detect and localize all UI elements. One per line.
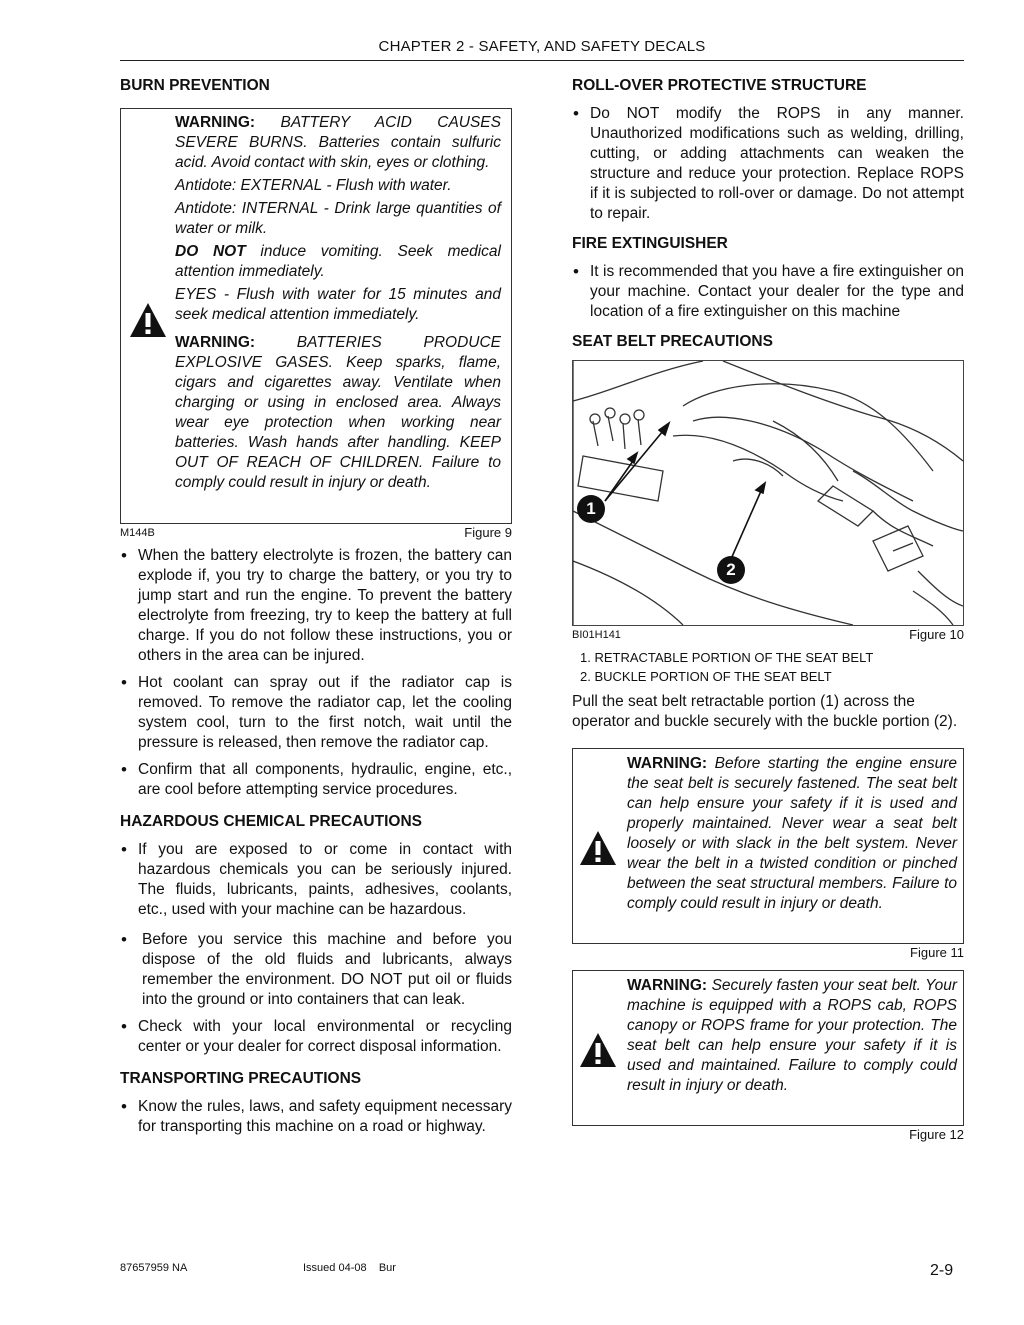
list-item: • Know the rules, laws, and safety equipment necessary for transporting this machine on a road or highway. xyxy=(120,1097,512,1137)
rops-warning-text xyxy=(627,976,957,1096)
seat-belt-paragraph: Pull the seat belt retractable portion (1) across the operator and buckle securely with the buckle portion (2). xyxy=(572,693,958,730)
header-rule xyxy=(120,60,964,61)
transporting-heading: TRANSPORTING PRECAUTIONS xyxy=(120,1070,362,1087)
list-item: • Hot coolant can spray out if the radiator cap is removed. To remove the radiator cap, let the cooling system cool, turn to the first notch, wait until the pressure is released, then remove the radiator cap. xyxy=(120,673,512,753)
rops-bullet: • Do NOT modify the ROPS in any manner. Unauthorized modifications such as welding, drilling, cutting, or adding attachments can weaken the structure and reduce your protection. Replace ROPS if it is subjected to roll-over or damage. Do not attempt to repair. xyxy=(572,104,964,224)
footer-page-number: 2-9 xyxy=(930,1262,954,1279)
burn-prevention-heading: BURN PREVENTION xyxy=(120,77,270,94)
callout-2-text: 2 xyxy=(726,560,736,579)
list-item: • Before you service this machine and before you dispose of the old fluids and lubricants, always remember the environment. DO NOT put oil or fluids into the ground or into containers that can leak. xyxy=(120,930,512,1010)
chapter-title: CHAPTER 2 - SAFETY, AND SAFETY DECALS xyxy=(378,38,706,55)
seat-belt-warning: Before starting the engine ensure the seat belt is securely fastened. The seat belt can help ensure your safety if it is used and properly maintained. Never wear a seat belt loosely or with slack in the belt system. Never wear the belt in a twisted condition or pinched between the seat structural members. Failure to comply could result in injury or death. xyxy=(627,755,957,912)
eyes-instruction: EYES - Flush with water for 15 minutes and seek medical attention immediately. xyxy=(175,286,501,323)
fire-extinguisher-heading: FIRE EXTINGUISHER xyxy=(572,235,728,252)
burn-bullet-list xyxy=(120,546,512,800)
list-item: • Confirm that all components, hydraulic, engine, etc., are cool before attempting service procedures. xyxy=(120,760,512,800)
battery-warning-text xyxy=(175,113,501,496)
seat-belt-illustration xyxy=(572,360,964,626)
antidote-internal: Antidote: INTERNAL - Drink large quantities of water or milk. xyxy=(175,200,501,237)
warning-label-3: WARNING: xyxy=(627,755,708,772)
callout-2-badge xyxy=(717,556,745,584)
footer-issued: Issued 04-08 Bur xyxy=(303,1262,396,1274)
figure-12-label: Figure 12 xyxy=(909,1127,964,1142)
warning-label-4: WARNING: xyxy=(627,977,708,994)
battery-acid-warning: BATTERY ACID CAUSES SEVERE BURNS. Batteries contain sulfuric acid. Avoid contact with skin, eyes or clothing. xyxy=(175,114,501,171)
figure-9-caption-row xyxy=(120,526,512,540)
warning-label: WARNING: xyxy=(175,114,256,131)
figure-10-caption-row xyxy=(572,628,964,642)
right-column xyxy=(572,76,964,1142)
figure-10-label: Figure 10 xyxy=(909,627,964,642)
list-item: • When the battery electrolyte is frozen, the battery can explode if, you try to charge the battery, or you try to jump start and run the engine. To prevent the battery electrolyte from freezing, try to keep the battery at full charge. If you do not follow these instructions, you or others in the area can be injured. xyxy=(120,546,512,666)
fire-extinguisher-bullet: • It is recommended that you have a fire extinguisher on your machine. Contact your dealer for the type and location of a fire extinguisher on this machine xyxy=(572,262,964,322)
list-item: • Check with your local environmental or recycling center or your dealer for correct disposal information. xyxy=(120,1017,512,1057)
callout-1-badge xyxy=(577,495,605,523)
rops-warning-box xyxy=(572,970,964,1126)
seat-belt-warning-box xyxy=(572,748,964,944)
list-item: • If you are exposed to or come in contact with hazardous chemicals you can be seriously injured. The fluids, lubricants, paints, adhesives, coolants, etc., used with your machine can be hazardous. xyxy=(120,840,512,920)
figure-9-code: M144B xyxy=(120,527,155,539)
footer-part-number: 87657959 NA xyxy=(120,1262,188,1274)
do-not-text: induce vomiting. Seek medical attention immediately. xyxy=(175,243,501,280)
seat-belt-warning-text xyxy=(627,754,957,914)
antidote-external: Antidote: EXTERNAL - Flush with water. xyxy=(175,177,452,194)
hazardous-chemical-heading: HAZARDOUS CHEMICAL PRECAUTIONS xyxy=(120,813,422,830)
transporting-bullet-list xyxy=(120,1097,512,1137)
caption-1: 1. RETRACTABLE PORTION OF THE SEAT BELT xyxy=(580,650,874,665)
warning-label-2: WARNING: xyxy=(175,334,256,351)
figure-11-label: Figure 11 xyxy=(910,945,964,960)
left-column xyxy=(120,76,512,1144)
explosive-gases-warning: BATTERIES PRODUCE EXPLOSIVE GASES. Keep sparks, flame, cigars and cigarettes away. Ventilate when charging or using in enclosed area. Always wear eye protection when working near batteries. Wash hands after handling. KEEP OUT OF REACH OF CHILDREN. Failure to comply could result in injury or death. xyxy=(175,334,501,491)
seat-belt-drawing xyxy=(573,361,963,625)
caption-2: 2. BUCKLE PORTION OF THE SEAT BELT xyxy=(580,669,832,684)
hazardous-bullet-list xyxy=(120,840,512,1057)
figure-9-label: Figure 9 xyxy=(464,525,512,540)
figure-11-caption-row xyxy=(572,946,964,960)
figure-10-code: BI01H141 xyxy=(572,629,621,641)
warning-triangle-icon xyxy=(578,1031,618,1069)
do-not-label: DO NOT xyxy=(175,243,246,260)
rops-seat-belt-warning: Securely fasten your seat belt. Your machine is equipped with a ROPS cab, ROPS canopy or ROPS frame for your protection. The seat belt can help ensure your safety if it is used and maintained. Failure to comply could result in injury or death. xyxy=(627,977,957,1094)
rops-heading: ROLL-OVER PROTECTIVE STRUCTURE xyxy=(572,77,867,94)
warning-triangle-icon xyxy=(128,301,168,339)
seat-belt-heading: SEAT BELT PRECAUTIONS xyxy=(572,333,773,350)
battery-warning-box xyxy=(120,108,512,524)
warning-triangle-icon xyxy=(578,829,618,867)
figure-12-caption-row xyxy=(572,1128,964,1142)
callout-1-text: 1 xyxy=(586,499,596,518)
